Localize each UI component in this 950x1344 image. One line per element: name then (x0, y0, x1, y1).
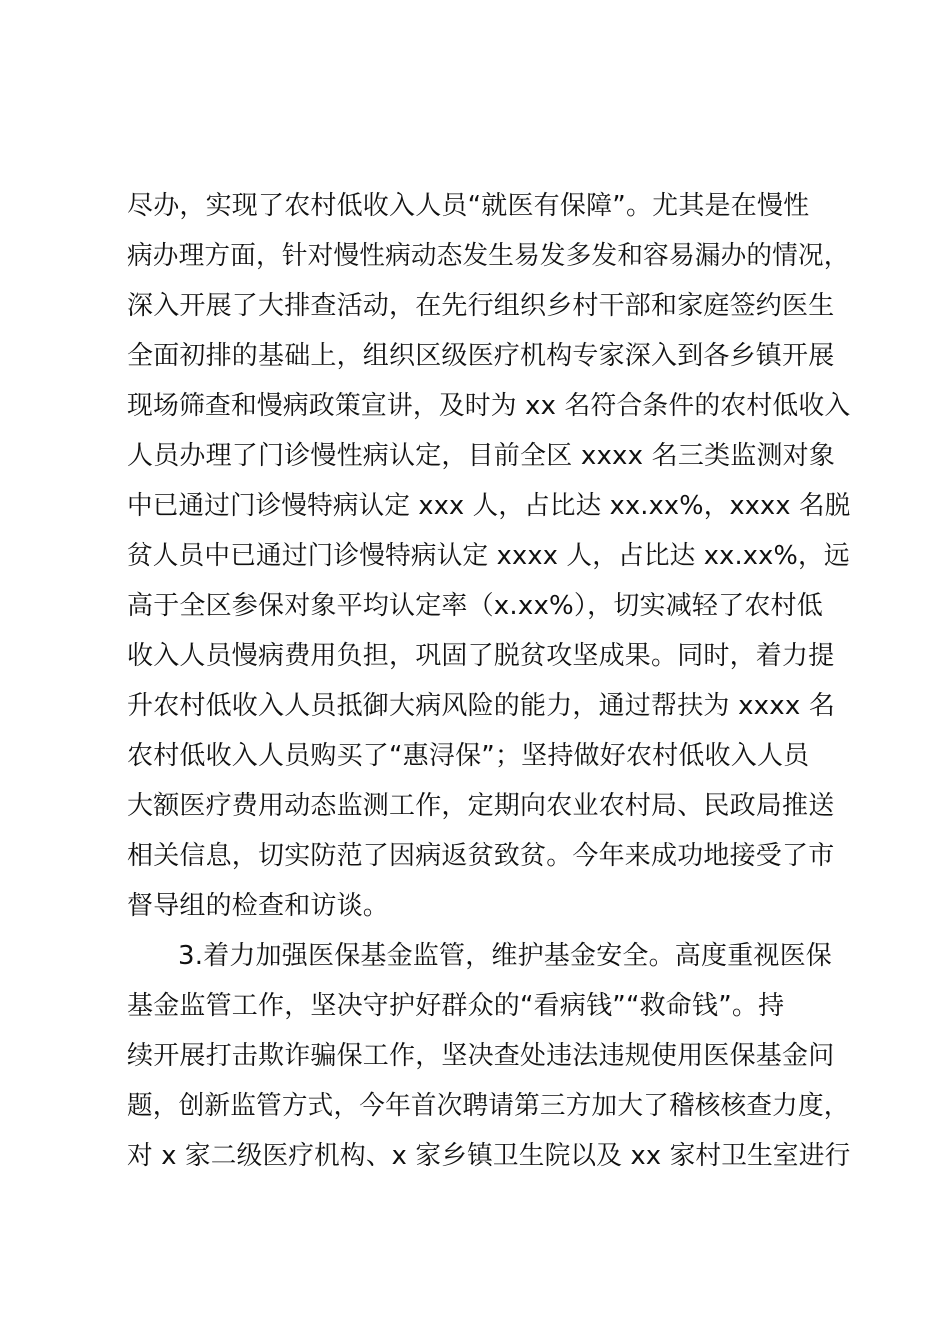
text-line: 现场筛查和慢病政策宣讲，及时为 xx 名符合条件的农村低收入 (127, 391, 851, 421)
text-line: 人员办理了门诊慢性病认定，目前全区 xxxx 名三类监测对象 (127, 441, 836, 471)
text-line: 全面初排的基础上，组织区级医疗机构专家深入到各乡镇开展 (127, 341, 835, 371)
text-line: 督导组的检查和访谈。 (127, 891, 390, 921)
text-line: 大额医疗费用动态监测工作，定期向农业农村局、民政局推送 (127, 791, 835, 821)
text-line: 病办理方面，针对慢性病动态发生易发多发和容易漏办的情况， (127, 241, 850, 271)
section-heading-line: 3.着力加强医保基金监管，维护基金安全。高度重视医保 (178, 941, 833, 971)
text-line: 贫人员中已通过门诊慢特病认定 xxxx 人，占比达 xx.xx%，远 (127, 541, 850, 571)
text-line: 高于全区参保对象平均认定率（x.xx%），切实减轻了农村低 (127, 591, 823, 621)
text-line: 收入人员慢病费用负担，巩固了脱贫攻坚成果。同时，着力提 (127, 641, 835, 671)
text-line: 中已通过门诊慢特病认定 xxx 人，占比达 xx.xx%，xxxx 名脱 (127, 491, 851, 521)
text-line: 基金监管工作，坚决守护好群众的“看病钱”“救命钱”。持 (127, 991, 785, 1021)
text-line: 深入开展了大排查活动，在先行组织乡村干部和家庭签约医生 (127, 291, 835, 321)
text-line: 升农村低收入人员抵御大病风险的能力，通过帮扶为 xxxx 名 (127, 691, 836, 721)
text-line: 续开展打击欺诈骗保工作，坚决查处违法违规使用医保基金问 (127, 1041, 835, 1071)
text-line: 相关信息，切实防范了因病返贫致贫。今年来成功地接受了市 (127, 841, 835, 871)
text-line: 对 x 家二级医疗机构、x 家乡镇卫生院以及 xx 家村卫生室进行 (127, 1141, 851, 1171)
text-line: 尽办，实现了农村低收入人员“就医有保障”。尤其是在慢性 (127, 191, 810, 221)
text-line: 农村低收入人员购买了“惠浔保”；坚持做好农村低收入人员 (127, 741, 810, 771)
text-line: 题，创新监管方式，今年首次聘请第三方加大了稽核核查力度， (127, 1091, 850, 1121)
